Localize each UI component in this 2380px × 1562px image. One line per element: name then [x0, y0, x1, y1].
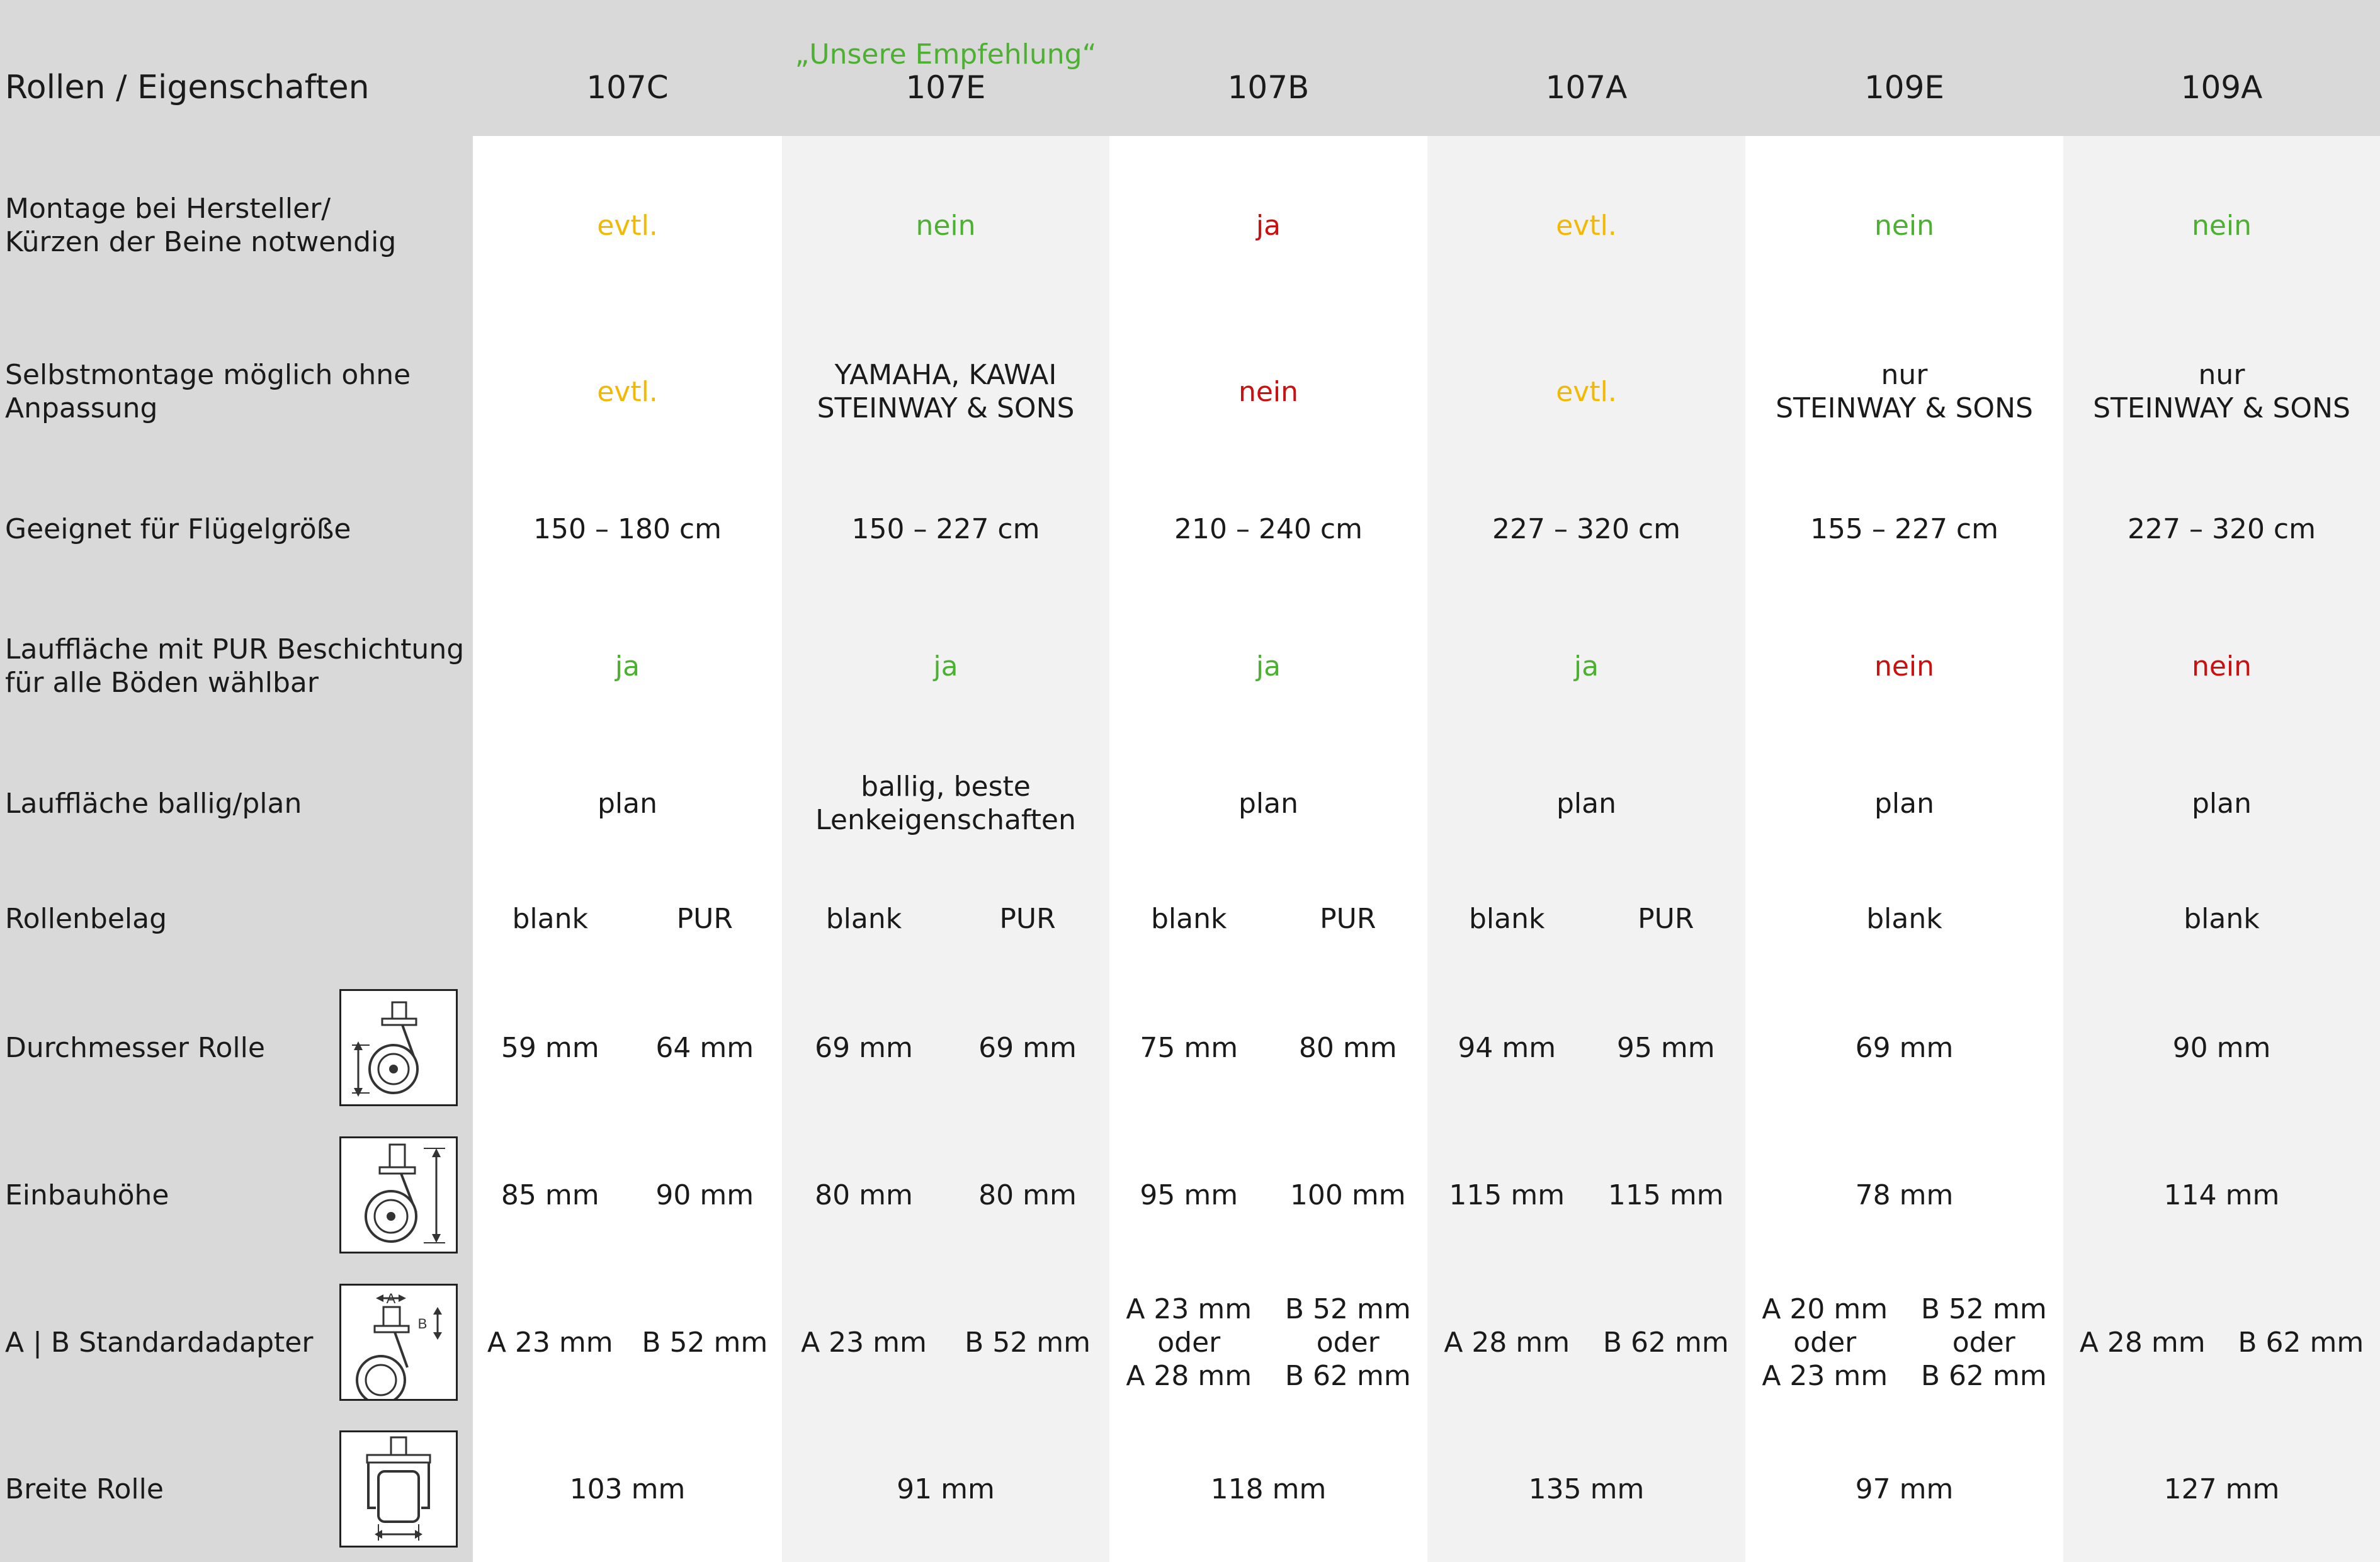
- adapter-a-value: [1745, 1293, 1905, 1393]
- durchmesser-sub-value: 59 mm: [473, 1031, 628, 1065]
- row-label-belag: [0, 864, 473, 974]
- selbst-value-text-line: nur: [1776, 358, 2033, 392]
- belag-value-text: [1866, 902, 1942, 936]
- selbst-value-107b: [1109, 315, 1427, 468]
- selbst-value-109e: [1745, 315, 2063, 468]
- durchmesser-value-109a: [2063, 974, 2380, 1121]
- adapter-value-line: B 62 mm: [1269, 1359, 1428, 1393]
- belag-value-107c: [473, 864, 782, 974]
- einbau-sub-value: 90 mm: [628, 1179, 783, 1212]
- groesse-value-107c: [473, 468, 782, 589]
- row-label-groesse: [0, 468, 473, 589]
- product-header-107b: [1109, 0, 1427, 136]
- adapter-split: [1427, 1326, 1745, 1359]
- adapter-value-line: A 28 mm: [2063, 1326, 2222, 1359]
- durchmesser-value-109e: [1745, 974, 2063, 1121]
- montage-value-107c: [473, 136, 782, 315]
- einbau-split: [782, 1179, 1109, 1212]
- ballig-value-107c: [473, 743, 782, 864]
- row-label-text: Breite Rolle: [5, 1473, 164, 1506]
- adapter-b-value: [1269, 1293, 1428, 1393]
- montage-value-text: evtl.: [597, 209, 658, 242]
- groesse-value-text: 210 – 240 cm: [1174, 512, 1363, 546]
- adapter-a-value: [1427, 1326, 1587, 1359]
- selbst-value-text: [1776, 358, 2033, 425]
- product-name: 109A: [2181, 71, 2263, 105]
- row-label-einbau: [0, 1121, 473, 1269]
- pur-value-text: ja: [933, 650, 958, 683]
- pur-value-text: nein: [2192, 650, 2252, 683]
- adapter-b-value: [1905, 1293, 2064, 1393]
- adapter-value-107b: [1109, 1269, 1427, 1416]
- row-label-text: A | B Standardadapter: [5, 1326, 313, 1359]
- durchmesser-sub-value: 69 mm: [782, 1031, 946, 1065]
- row-label-selbst: [0, 315, 473, 468]
- adapter-value-line: oder: [1905, 1326, 2064, 1359]
- row-label-text: [5, 358, 411, 425]
- durchmesser-value-107c: [473, 974, 782, 1121]
- einbau-split: [1427, 1179, 1745, 1212]
- belag-sub-value: PUR: [1587, 902, 1746, 936]
- row-label-text: Rollenbelag: [5, 902, 167, 936]
- adapter-value-line: B 52 mm: [1905, 1293, 2064, 1326]
- durchmesser-sub-value: 94 mm: [1427, 1031, 1587, 1065]
- row-label-text: [5, 192, 396, 259]
- durchmesser-split: [782, 1031, 1109, 1065]
- belag-value-text: [2184, 902, 2259, 936]
- product-name: 109E: [1864, 71, 1944, 105]
- einbau-value-text: [2164, 1179, 2280, 1212]
- montage-value-109a: [2063, 136, 2380, 315]
- belag-value-text-line: blank: [1866, 902, 1942, 936]
- adapter-value-line: oder: [1109, 1326, 1269, 1359]
- selbst-value-107e: [782, 315, 1109, 468]
- pur-value-107e: [782, 589, 1109, 743]
- mounting-height-icon: [339, 1136, 458, 1254]
- montage-value-107e: [782, 136, 1109, 315]
- einbau-value-107c: [473, 1121, 782, 1269]
- montage-value-109e: [1745, 136, 2063, 315]
- svg-text:A: A: [387, 1291, 396, 1306]
- ballig-value-text-line: plan: [2192, 787, 2252, 820]
- adapter-split: [2063, 1326, 2380, 1359]
- row-label-text-line: Kürzen der Beine notwendig: [5, 225, 396, 259]
- adapter-value-line: B 62 mm: [2222, 1326, 2380, 1359]
- belag-value-107e: [782, 864, 1109, 974]
- pur-value-text: ja: [615, 650, 640, 683]
- adapter-value-107e: [782, 1269, 1109, 1416]
- row-label-text-line: Lauffläche mit PUR Beschichtung: [5, 633, 464, 666]
- breite-value-109a: [2063, 1416, 2380, 1562]
- groesse-value-109e: [1745, 468, 2063, 589]
- durchmesser-value-text-line: 69 mm: [1856, 1031, 1954, 1065]
- adapter-dimensions-icon: [339, 1284, 458, 1401]
- pur-value-109a: [2063, 589, 2380, 743]
- row-label-ballig: [0, 743, 473, 864]
- durchmesser-value-text-line: 90 mm: [2173, 1031, 2271, 1065]
- groesse-value-107a: [1427, 468, 1745, 589]
- belag-sub-value: blank: [473, 902, 628, 936]
- ballig-value-text: [1238, 787, 1298, 820]
- einbau-value-107b: [1109, 1121, 1427, 1269]
- selbst-value-text-line: nur: [2093, 358, 2350, 392]
- svg-text:B: B: [418, 1316, 428, 1332]
- adapter-a-value: [782, 1326, 946, 1359]
- belag-sub-value: blank: [782, 902, 946, 936]
- adapter-split: [782, 1326, 1109, 1359]
- selbst-value-text-line: STEINWAY & SONS: [817, 392, 1075, 425]
- belag-sub-value: blank: [1427, 902, 1587, 936]
- montage-value-text: evtl.: [1556, 209, 1617, 242]
- durchmesser-sub-value: 75 mm: [1109, 1031, 1269, 1065]
- adapter-value-line: A 28 mm: [1427, 1326, 1587, 1359]
- adapter-a-value: [1109, 1293, 1269, 1393]
- row-label-text: Geeignet für Flügelgröße: [5, 512, 351, 546]
- einbau-value-text-line: 78 mm: [1856, 1179, 1954, 1212]
- ballig-value-text: [815, 770, 1076, 837]
- table-corner-title: Rollen / Eigenschaften: [0, 0, 473, 136]
- groesse-value-109a: [2063, 468, 2380, 589]
- selbst-value-text: [597, 375, 658, 409]
- belag-value-107a: [1427, 864, 1745, 974]
- row-label-breite: [0, 1416, 473, 1562]
- durchmesser-value-107e: [782, 974, 1109, 1121]
- selbst-value-text-line: STEINWAY & SONS: [1776, 392, 2033, 425]
- selbst-value-text-line: nein: [1238, 375, 1298, 409]
- einbau-sub-value: 115 mm: [1427, 1179, 1587, 1212]
- row-label-text-line: Anpassung: [5, 392, 411, 425]
- adapter-value-109a: [2063, 1269, 2380, 1416]
- belag-split: [473, 902, 782, 936]
- row-label-montage: [0, 136, 473, 315]
- adapter-value-109e: [1745, 1269, 2063, 1416]
- selbst-value-107a: [1427, 315, 1745, 468]
- durchmesser-split: [473, 1031, 782, 1065]
- selbst-value-text-line: STEINWAY & SONS: [2093, 392, 2350, 425]
- ballig-value-107a: [1427, 743, 1745, 864]
- adapter-b-value: [628, 1326, 783, 1359]
- pur-value-text: nein: [1874, 650, 1934, 683]
- pur-value-107a: [1427, 589, 1745, 743]
- selbst-value-text: [1556, 375, 1617, 409]
- einbau-value-107e: [782, 1121, 1109, 1269]
- adapter-value-line: B 62 mm: [1905, 1359, 2064, 1393]
- wheel-diameter-icon: [339, 989, 458, 1106]
- adapter-value-line: B 52 mm: [1269, 1293, 1428, 1326]
- breite-value-107a: [1427, 1416, 1745, 1562]
- belag-value-text-line: blank: [2184, 902, 2259, 936]
- belag-sub-value: blank: [1109, 902, 1269, 936]
- durchmesser-value-text: [1856, 1031, 1954, 1065]
- durchmesser-sub-value: 69 mm: [946, 1031, 1109, 1065]
- ballig-value-text: [1556, 787, 1616, 820]
- durchmesser-sub-value: 64 mm: [628, 1031, 783, 1065]
- breite-value-text: 135 mm: [1529, 1473, 1645, 1506]
- product-header-107a: [1427, 0, 1745, 136]
- product-header-107e: [782, 0, 1109, 136]
- breite-value-text: 97 mm: [1856, 1473, 1954, 1506]
- groesse-value-text: 227 – 320 cm: [1492, 512, 1680, 546]
- product-name: 107A: [1546, 71, 1628, 105]
- breite-value-107c: [473, 1416, 782, 1562]
- einbau-value-text-line: 114 mm: [2164, 1179, 2280, 1212]
- selbst-value-text-line: evtl.: [1556, 375, 1617, 409]
- einbau-sub-value: 80 mm: [782, 1179, 946, 1212]
- adapter-value-107a: [1427, 1269, 1745, 1416]
- selbst-value-107c: [473, 315, 782, 468]
- recommendation-label: „Unsere Empfehlung“: [782, 38, 1109, 71]
- breite-value-text: 118 mm: [1211, 1473, 1327, 1506]
- adapter-value-line: A 23 mm: [1745, 1359, 1905, 1393]
- adapter-value-107c: [473, 1269, 782, 1416]
- row-label-pur: [0, 589, 473, 743]
- adapter-split: [1745, 1293, 2063, 1393]
- product-header-109e: [1745, 0, 2063, 136]
- montage-value-107b: [1109, 136, 1427, 315]
- row-label-text-line: Selbstmontage möglich ohne: [5, 358, 411, 392]
- belag-sub-value: PUR: [1269, 902, 1428, 936]
- row-label-text: [5, 633, 464, 699]
- adapter-value-line: B 62 mm: [1587, 1326, 1746, 1359]
- ballig-value-109e: [1745, 743, 2063, 864]
- einbau-value-109a: [2063, 1121, 2380, 1269]
- pur-value-109e: [1745, 589, 2063, 743]
- selbst-value-text: [817, 358, 1075, 425]
- wheel-width-icon: [339, 1430, 458, 1548]
- durchmesser-value-text: [2173, 1031, 2271, 1065]
- montage-value-text: nein: [1874, 209, 1934, 242]
- adapter-value-line: A 23 mm: [473, 1326, 628, 1359]
- ballig-value-text-line: Lenkeigenschaften: [815, 803, 1076, 837]
- einbau-sub-value: 100 mm: [1269, 1179, 1428, 1212]
- ballig-value-text-line: ballig, beste: [815, 770, 1076, 803]
- einbau-sub-value: 115 mm: [1587, 1179, 1746, 1212]
- selbst-value-text-line: YAMAHA, KAWAI: [817, 358, 1075, 392]
- groesse-value-text: 227 – 320 cm: [2128, 512, 2316, 546]
- groesse-value-text: 150 – 227 cm: [852, 512, 1040, 546]
- groesse-value-107b: [1109, 468, 1427, 589]
- adapter-value-line: B 52 mm: [628, 1326, 783, 1359]
- adapter-value-line: B 52 mm: [946, 1326, 1109, 1359]
- product-header-107c: [473, 0, 782, 136]
- belag-value-107b: [1109, 864, 1427, 974]
- product-name: 107E: [905, 71, 985, 105]
- row-label-text: Durchmesser Rolle: [5, 1031, 265, 1065]
- row-label-durchmesser: [0, 974, 473, 1121]
- durchmesser-sub-value: 95 mm: [1587, 1031, 1746, 1065]
- pur-value-107b: [1109, 589, 1427, 743]
- selbst-value-109a: [2063, 315, 2380, 468]
- durchmesser-split: [1427, 1031, 1745, 1065]
- row-label-text-line: für alle Böden wählbar: [5, 666, 464, 699]
- pur-value-text: ja: [1256, 650, 1281, 683]
- belag-sub-value: PUR: [628, 902, 783, 936]
- einbau-value-text: [1856, 1179, 1954, 1212]
- adapter-b-value: [2222, 1326, 2380, 1359]
- adapter-value-line: A 23 mm: [782, 1326, 946, 1359]
- ballig-value-107e: [782, 743, 1109, 864]
- adapter-split: [1109, 1293, 1427, 1393]
- durchmesser-split: [1109, 1031, 1427, 1065]
- adapter-a-value: [473, 1326, 628, 1359]
- durchmesser-sub-value: 80 mm: [1269, 1031, 1428, 1065]
- durchmesser-value-107b: [1109, 974, 1427, 1121]
- breite-value-text: 127 mm: [2164, 1473, 2280, 1506]
- einbau-sub-value: 85 mm: [473, 1179, 628, 1212]
- product-name: 107C: [586, 71, 668, 105]
- pur-value-text: ja: [1574, 650, 1599, 683]
- adapter-b-value: [1587, 1326, 1746, 1359]
- adapter-a-value: [2063, 1326, 2222, 1359]
- ballig-value-text-line: plan: [1556, 787, 1616, 820]
- row-label-text: Lauffläche ballig/plan: [5, 787, 302, 820]
- product-name: 107B: [1228, 71, 1310, 105]
- montage-value-text: ja: [1256, 209, 1281, 242]
- adapter-split: [473, 1326, 782, 1359]
- belag-sub-value: PUR: [946, 902, 1109, 936]
- montage-value-text: nein: [915, 209, 975, 242]
- einbau-sub-value: 80 mm: [946, 1179, 1109, 1212]
- belag-value-109e: [1745, 864, 2063, 974]
- groesse-value-text: 155 – 227 cm: [1810, 512, 1998, 546]
- selbst-value-text: [1238, 375, 1298, 409]
- ballig-value-107b: [1109, 743, 1427, 864]
- belag-split: [782, 902, 1109, 936]
- belag-split: [1109, 902, 1427, 936]
- belag-value-109a: [2063, 864, 2380, 974]
- einbau-split: [473, 1179, 782, 1212]
- breite-value-109e: [1745, 1416, 2063, 1562]
- row-label-text: Einbauhöhe: [5, 1179, 169, 1212]
- adapter-value-line: A 28 mm: [1109, 1359, 1269, 1393]
- adapter-value-line: oder: [1269, 1326, 1428, 1359]
- einbau-split: [1109, 1179, 1427, 1212]
- einbau-value-107a: [1427, 1121, 1745, 1269]
- ballig-value-text: [2192, 787, 2252, 820]
- row-label-adapter: [0, 1269, 473, 1416]
- ballig-value-text-line: plan: [598, 787, 657, 820]
- breite-value-text: 91 mm: [897, 1473, 995, 1506]
- ballig-value-text-line: plan: [1238, 787, 1298, 820]
- ballig-value-text-line: plan: [1874, 787, 1934, 820]
- adapter-value-line: A 23 mm: [1109, 1293, 1269, 1326]
- selbst-value-text-line: evtl.: [597, 375, 658, 409]
- breite-value-text: 103 mm: [570, 1473, 686, 1506]
- breite-value-107b: [1109, 1416, 1427, 1562]
- pur-value-107c: [473, 589, 782, 743]
- montage-value-107a: [1427, 136, 1745, 315]
- adapter-value-line: A 20 mm: [1745, 1293, 1905, 1326]
- groesse-value-107e: [782, 468, 1109, 589]
- adapter-b-value: [946, 1326, 1109, 1359]
- adapter-value-line: oder: [1745, 1326, 1905, 1359]
- montage-value-text: nein: [2192, 209, 2252, 242]
- product-header-109a: [2063, 0, 2380, 136]
- ballig-value-109a: [2063, 743, 2380, 864]
- einbau-value-109e: [1745, 1121, 2063, 1269]
- ballig-value-text: [598, 787, 657, 820]
- row-label-text-line: Montage bei Hersteller/: [5, 192, 396, 225]
- breite-value-107e: [782, 1416, 1109, 1562]
- belag-split: [1427, 902, 1745, 936]
- einbau-sub-value: 95 mm: [1109, 1179, 1269, 1212]
- selbst-value-text: [2093, 358, 2350, 425]
- durchmesser-value-107a: [1427, 974, 1745, 1121]
- ballig-value-text: [1874, 787, 1934, 820]
- groesse-value-text: 150 – 180 cm: [533, 512, 722, 546]
